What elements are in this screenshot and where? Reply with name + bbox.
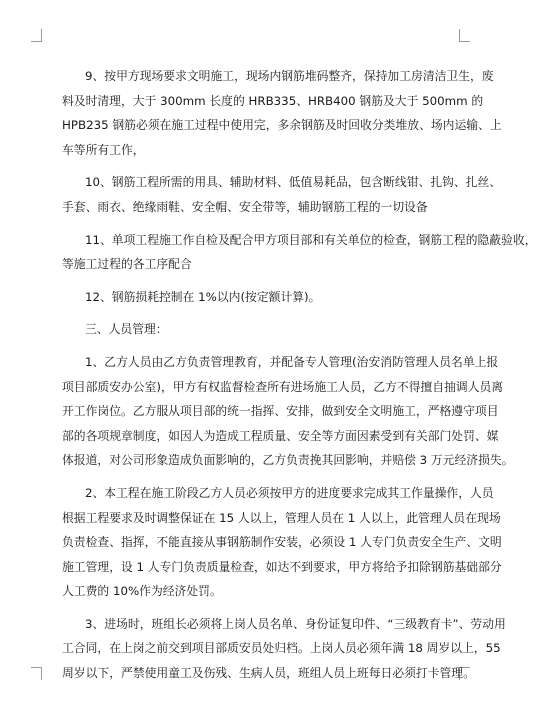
text-line: 人工费的 10%作为经济处罚。 [62, 584, 222, 599]
crop-mark-top-left [31, 29, 42, 42]
text-line: 12、钢筋损耗控制在 1%以内(按定额计算)。 [85, 289, 321, 304]
text-line: 3、进场时，班组长必须将上岗人员名单、身份证复印件、“三级教育卡”、劳动用 [85, 616, 506, 631]
text-line: 部的各项规章制度，如因人为造成工程质量、安全等方面因素受到有关部门处罚、媒 [62, 428, 499, 443]
crop-mark-bottom-left [31, 667, 42, 680]
paragraph-gap [62, 277, 440, 285]
crop-mark-top-right [459, 29, 470, 42]
paragraph-p10 [62, 170, 502, 219]
text-line: 项目部质安办公室)，甲方有权监督检查所有进场施工人员，乙方不得擅自抽调人员离 [62, 379, 504, 394]
paragraph-s1 [62, 350, 514, 473]
text-line: 体报道，对公司形象造成负面影响的，乙方负责挽其回影响，并赔偿 3 万元经济损失。 [62, 453, 514, 468]
text-line: 1、乙方人员由乙方负责管理教育，并配备专人管理(治安消防管理人员名单上报 [85, 354, 499, 369]
document-body [62, 64, 537, 686]
paragraph-gap [62, 162, 440, 170]
paragraph-gap [62, 604, 440, 612]
text-line: 等施工过程的各工序配合 [62, 257, 192, 272]
text-line: 11、单项工程施工作自检及配合甲方项目部和有关单位的检查，钢筋工程的隐蔽验收， [85, 232, 537, 247]
text-line: 2、本工程在施工阶段乙方人员必须按甲方的进度要求完成其工作量操作，人员 [85, 485, 494, 500]
paragraph-s2 [62, 481, 502, 604]
text-line: 工合同，在上岗之前交到项目部质安员处归档。上岗人员必须年满 18 周岁以上，55 [62, 641, 501, 656]
paragraph-gap [62, 473, 440, 481]
text-line: 周岁以下，严禁使用童工及伤残、生病人员，班组人员上班每日必须打卡管理。 [62, 666, 475, 681]
text-line: 根据工程要求及时调整保证在 15 人以上，管理人员在 1 人以上，此管理人员在现场 [62, 510, 501, 525]
text-line: 料及时清理，大于 300mm 长度的 HRB335、HRB400 钢筋及大于 500mm 的 [62, 93, 484, 108]
text-line: 手套、雨衣、绝缘雨鞋、安全帽、安全带等，辅助钢筋工程的一切设备 [62, 199, 428, 214]
text-line: 开工作岗位。乙方服从项目部的统一指挥、安排，做到安全文明施工，严格遵守项目 [62, 404, 499, 419]
text-line: 三、人员管理： [85, 322, 168, 337]
text-line: 负责检查、指挥，不能直接从事钢筋制作安装，必须设 1 人专门负责安全生产、文明 [62, 535, 502, 550]
paragraph-s3 [62, 612, 506, 686]
paragraph-p12 [62, 285, 440, 310]
paragraph-gap [62, 220, 440, 228]
paragraph-p9 [62, 64, 502, 162]
text-line: 10、钢筋工程所需的用具、辅助材料、低值易耗品，包含断线钳、扎钩、扎丝、 [85, 175, 502, 190]
text-line: HPB235 钢筋必须在施工过程中使用完，多余钢筋及时回收分类堆放、场内运输、上 [62, 118, 502, 133]
text-line: 9、按甲方现场要求文明施工，现场内钢筋堆码整齐，保持加工房清洁卫生，废 [85, 69, 494, 83]
text-line: 车等所有工作， [62, 142, 145, 157]
paragraph-gap [62, 342, 440, 350]
paragraph-gap [62, 309, 440, 317]
text-line: 施工管理，设 1 人专门负责质量检查，如达不到要求，甲方将给予扣除钢筋基础部分 [62, 559, 502, 574]
paragraph-p11 [62, 228, 537, 277]
paragraph-heading3 [62, 317, 440, 342]
